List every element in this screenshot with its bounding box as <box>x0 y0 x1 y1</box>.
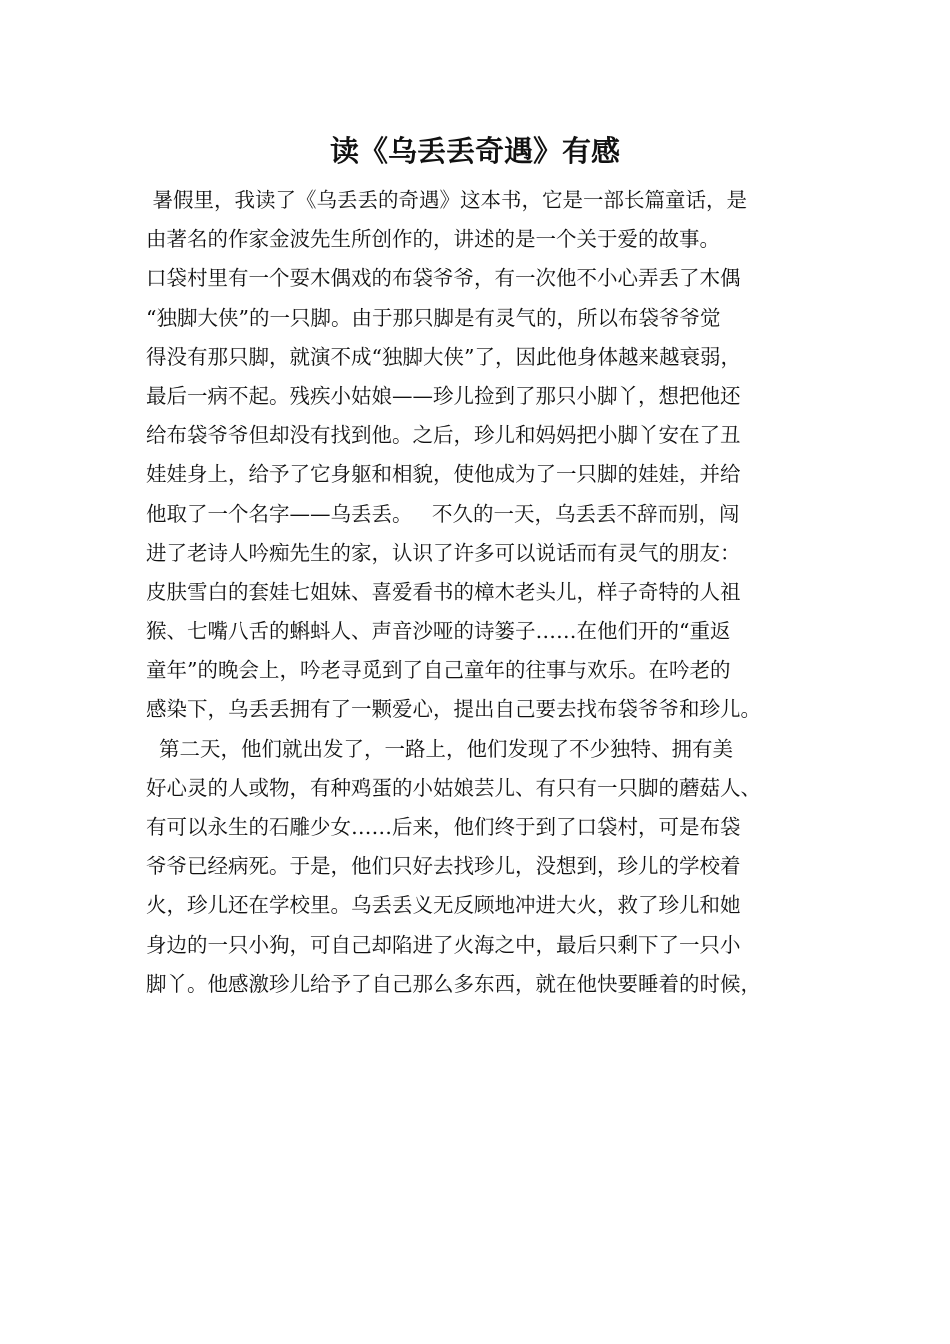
body-line: 给布袋爷爷但却没有找到他。之后，珍儿和妈妈把小脚丫安在了丑 <box>146 423 741 448</box>
body-line: 他取了一个名字——乌丢丢。 不久的一天，乌丢丢不辞而别，闯 <box>146 501 740 526</box>
document-title: 读《乌丢丢奇遇》有感 <box>329 134 620 168</box>
body-line: 娃娃身上，给予了它身躯和相貌，使他成为了一只脚的娃娃，并给 <box>146 462 741 487</box>
body-line: 有可以永生的石雕少女……后来，他们终于到了口袋村，可是布袋 <box>146 815 741 839</box>
document-body <box>146 181 826 1004</box>
body-line: 感染下，乌丢丢拥有了一颗爱心，提出自己要去找布袋爷爷和珍儿。 <box>146 697 761 722</box>
body-line: 暑假里，我读了《乌丢丢的奇遇》这本书，它是一部长篇童话，是 <box>146 188 748 212</box>
body-line: 火，珍儿还在学校里。乌丢丢义无反顾地冲进大火，救了珍儿和她 <box>146 893 741 918</box>
body-line: 口袋村里有一个耍木偶戏的布袋爷爷，有一次他不小心弄丢了木偶 <box>146 266 741 291</box>
body-line: 皮肤雪白的套娃七姐妹、喜爱看书的樟木老头儿，样子奇特的人祖 <box>146 579 741 604</box>
body-line: 爷爷已经病死。于是，他们只好去找珍儿，没想到，珍儿的学校着 <box>146 854 741 879</box>
body-line: “独脚大侠”的一只脚。由于那只脚是有灵气的，所以布袋爷爷觉 <box>146 305 721 330</box>
body-line: 好心灵的人或物，有种鸡蛋的小姑娘芸儿、有只有一只脚的蘑菇人、 <box>146 775 761 800</box>
body-line: 身边的一只小狗，可自己却陷进了火海之中，最后只剩下了一只小 <box>146 932 741 957</box>
body-line: 由著名的作家金波先生所创作的，讲述的是一个关于爱的故事。 <box>146 227 720 252</box>
body-line: 最后一病不起。残疾小姑娘——珍儿捡到了那只小脚丫，想把他还 <box>146 383 741 408</box>
body-line: 第二天，他们就出发了，一路上，他们发现了不少独特、拥有美 <box>146 736 734 761</box>
body-line: 猴、七嘴八舌的蝌蚪人、声音沙哑的诗篓子……在他们开的“重返 <box>146 619 731 644</box>
body-line: 脚丫。他感激珍儿给予了自己那么多东西，就在他快要睡着的时候， <box>146 971 761 996</box>
body-line: 童年”的晚会上，吟老寻觅到了自己童年的往事与欢乐。在吟老的 <box>146 658 731 683</box>
body-line: 进了老诗人吟痴先生的家，认识了许多可以说话而有灵气的朋友： <box>146 540 741 565</box>
body-line: 得没有那只脚，就演不成“独脚大侠”了，因此他身体越来越衰弱， <box>146 344 741 369</box>
